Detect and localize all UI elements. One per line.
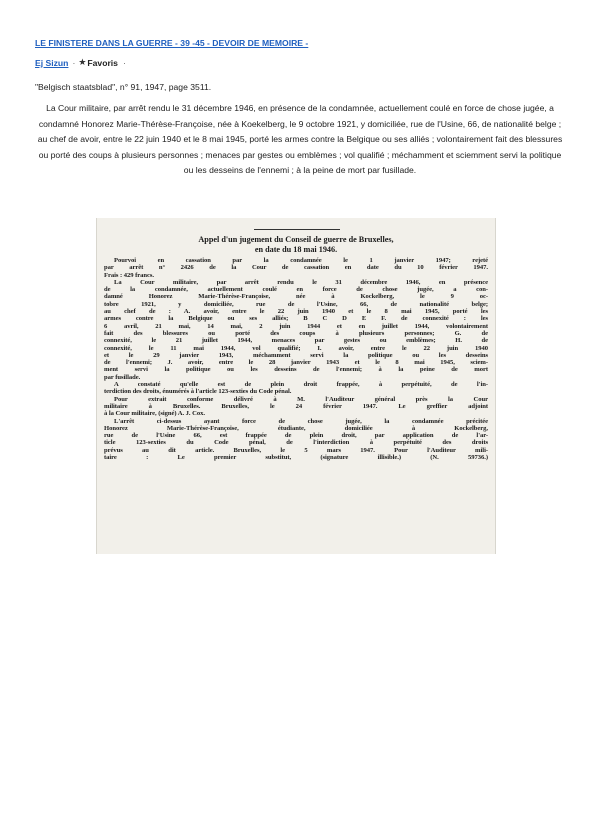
clipping-line: 6 avril, 21 mai, 14 mai, 2 juin 1944 et en juillet 1944, volontairement — [104, 322, 488, 330]
clipping-line: damné Honorez Marie-Thérèse-Françoise, née à Kockelberg, le 9 oc- — [104, 293, 488, 301]
clipping-line: terdiction des droits, énumérés à l'article 123-sexties du Code pénal. — [104, 388, 292, 396]
clipping-line: Pour extrait conforme délivré à M. l'Auditeur général près la Cour — [114, 395, 488, 403]
clipping-line: connexité, le 11 mai 1944, vol qualifié; I. avoir, entre le 22 juin 1940 — [104, 344, 488, 352]
clipping-line: La Cour militaire, par arrêt rendu le 31 décembre 1946, en présence — [114, 278, 488, 286]
source-citation: "Belgisch staatsblad", n° 91, 1947, page 3511. — [35, 82, 212, 92]
clipping-line: fait des blessures ou porté des coups à plusieurs personnes; G. de — [104, 329, 488, 337]
clipping-line: Honorez Marie-Thérèse-Françoise, étudiante, domiciliée à Kockelberg, — [104, 424, 488, 432]
clipping-heading — [97, 235, 495, 255]
clipping-line: armes contre la Belgique ou ses alliés; B C D E F. de connexité : les — [104, 315, 488, 323]
clipping-rule — [254, 229, 340, 230]
clipping-line: taire : Le premier substitut, (signature illisible.) (N. 59736.) — [104, 454, 488, 462]
clipping-line: à la Cour militaire, (signé) A. J. Cox. — [104, 410, 205, 418]
clipping-line: militaire à Bruxelles. Bruxelles, le 24 février 1947. Le greffier adjoint — [104, 402, 488, 410]
clipping-line: A constaté qu'elle est de plein droit frappée, à perpétuité, de l'in- — [114, 381, 488, 389]
star-icon[interactable]: ★ — [78, 57, 87, 67]
clipping-heading-line: Appel d'un jugement du Conseil de guerre de Bruxelles, — [198, 235, 394, 244]
separator: · — [72, 57, 76, 68]
clipping-line: tobre 1921, y domiciliée, rue de l'Usine, 66, de nationalité belge; — [104, 300, 488, 308]
clipping-line: et le 29 janvier 1943, méchamment servi la politique ou les desseins — [104, 351, 488, 359]
clipping-line: de l'ennemi; J. avoir, entre le 28 janvier 1943 et le 8 mai 1945, sciem- — [104, 359, 488, 367]
clipping-heading-line: en date du 18 mai 1946. — [254, 245, 338, 254]
clipping-line: au chef de : A. avoir, entre le 22 juin 1940 et le 8 mai 1945, porté les — [104, 308, 488, 316]
page-title[interactable]: LE FINISTERE DANS LA GUERRE - 39 -45 - DEVOIR DE MEMOIRE - — [35, 38, 309, 48]
clipping-line: ment servi la politique ou les desseins de l'ennemi; à la peine de mort — [104, 366, 488, 374]
clipping-line: de la condamnée, actuellement coulé en force de chose jugée, a con- — [104, 286, 488, 294]
clipping-line: connexité, le 21 juillet 1944, menaces par gestes ou emblèmes; H. de — [104, 337, 488, 345]
clipping-line: par fusillade. — [104, 373, 141, 381]
favorites-link[interactable]: Favoris — [87, 57, 118, 68]
author-link[interactable]: Ej Sizun — [35, 57, 69, 68]
clipping-line: rue de l'Usine 66, est frappée de plein droit, par application de l'ar- — [104, 432, 488, 440]
trailing-separator: · — [122, 57, 126, 68]
clipping-line: par arrêt n° 2426 de la Cour de cassation en date du 10 février 1947. — [104, 264, 488, 272]
clipping-text — [104, 257, 488, 461]
body-paragraph: La Cour militaire, par arrêt rendu le 31 décembre 1946, en présence de la condamnée, actuellement coulé en force de chose jugée, a condamné Honorez Marie-Thérèse-Françoise, née à Koekelberg, le 9 octobre 1921, y domiciliée, rue de l'Usine, 66, de nationalité belge ; au chef de avoir, entre le 22 juin 1940 et le 8 mai 1945, porté les armes contre la Belgique ou ses alliés ; volontairement fait des blessures ou porté des coups à plusieurs personnes ; menaces par gestes ou emblèmes ; vol qualifié ; méchamment et sciemment servi la politique ou les desseins de l'ennemi ; à la peine de mort par fusillade. — [37, 103, 563, 176]
clipping-line: ticle 123-sexties du Code pénal, de l'interdiction à perpétuité des droits — [104, 439, 488, 447]
clipping-line: Pourvoi en cassation par la condamnée le 1 janvier 1947; rejeté — [114, 257, 488, 264]
clipping-line: L'arrêt ci-dessus ayant force de chose jugée, la condamnée précitée — [114, 417, 488, 425]
newspaper-clipping — [96, 218, 496, 554]
clipping-line: prévus au dit article. Bruxelles, le 5 mars 1947. Pour l'Auditeur mili- — [104, 446, 488, 454]
byline — [35, 57, 126, 68]
clipping-line: Frais : 429 francs. — [104, 271, 154, 279]
